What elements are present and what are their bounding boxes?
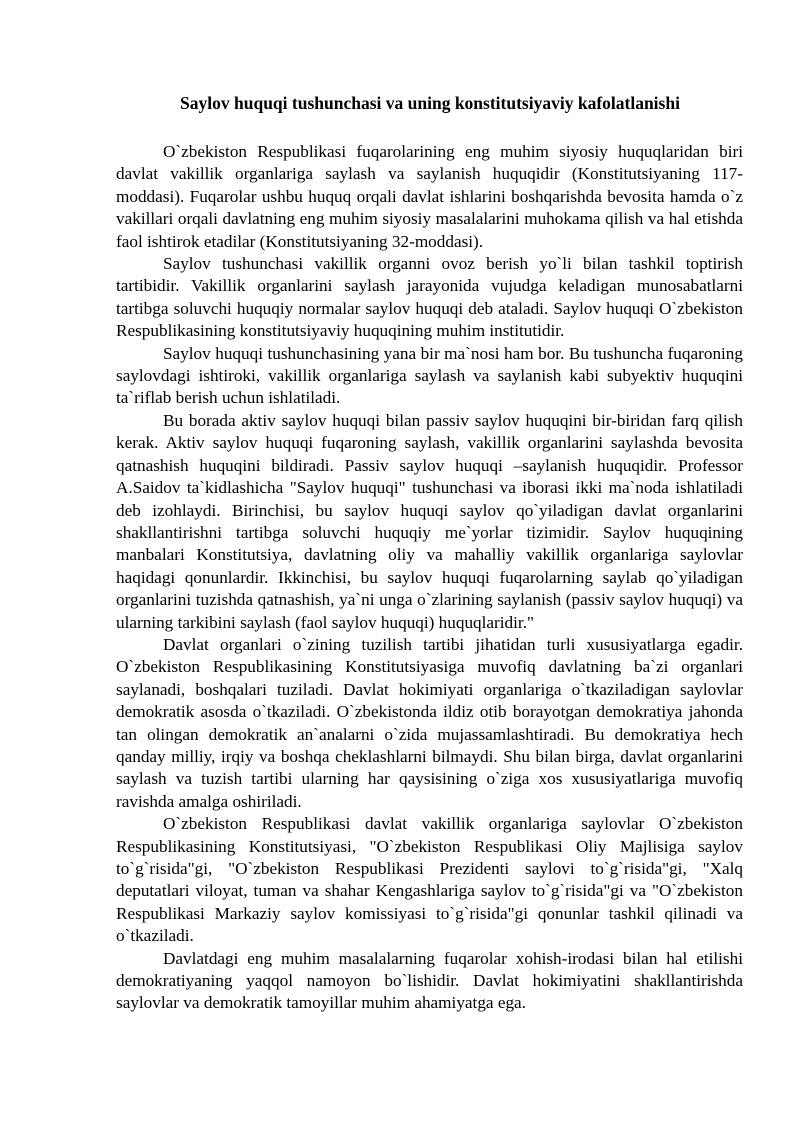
- paragraph-6: O`zbekiston Respublikasi davlat vakillik organlariga saylovlar O`zbekiston Respublikasining Konstitutsiyasi, "O`zbekiston Respublikasi Oliy Majlisiga saylov to`g`risida"gi, "O`zbekiston Respublikasi Prezidenti saylovi to`g`risida"gi, "Xalq deputatlari viloyat, tuman va shahar Kengashlariga saylov to`g`risida"gi va "O`zbekiston Respublikasi Markaziy saylov komissiyasi to`g`risida"gi qonunlar tashkil qilinadi va o`tkaziladi.: [116, 814, 743, 946]
- paragraph-5: Davlat organlari o`zining tuzilish tartibi jihatidan turli xususiyatlarga egadir. O`zbekiston Respublikasining Konstitutsiyasiga muvofiq davlatning ba`zi organlari saylanadi, boshqalari tuziladi. Davlat hokimiyati organlariga o`tkaziladigan saylovlar demokratik asosda o`tkaziladi. O`zbekistonda ildiz otib borayotgan demokratiya jahonda tan olingan demokratik an`analarni o`zida mujassamlashtiradi. Bu demokratiya hech qanday milliy, irqiy va boshqa cheklashlarni bilmaydi. Shu bilan birga, davlat organlarini saylash va tuzish tartibi ularning har qaysisining o`ziga xos xususiyatlariga muvofiq ravishda amalga oshiriladi.: [116, 634, 743, 811]
- document-body: [116, 141, 743, 1015]
- paragraph-4: Bu borada aktiv saylov huquqi bilan passiv saylov huquqini bir-biridan farq qilish kerak. Aktiv saylov huquqi fuqaroning saylash, vakillik organlarini saylashda bevosita qatnashish huquqini bildiradi. Passiv saylov huquqi –saylanish huquqidir. Professor A.Saidov ta`kidlashicha "Saylov huquqi" tushunchasi va iborasi ikki ma`noda ishlatiladi deb izohlaydi. Birinchisi, bu saylov huquqi saylov qo`yiladigan davlat organlarini shakllantirishni tartibga soluvchi huquqiy me`yorlar tizimidir. Saylov huquqining manbalari Konstitutsiya, davlatning oliy va mahalliy vakillik organlariga saylovlar haqidagi qonunlardir. Ikkinchisi, bu saylov huquqi fuqarolarning saylab qo`yiladigan organlarini tuzishda qatnashish, ya`ni unga o`zlarining saylanish (passiv saylov huquqi) va ularning tarkibini saylash (faol saylov huquqi) huquqlaridir.": [116, 410, 743, 632]
- paragraph-1: O`zbekiston Respublikasi fuqarolarining eng muhim siyosiy huquqlaridan biri davlat vakillik organlariga saylash va saylanish huquqidir (Konstitutsiyaning 117-moddasi). Fuqarolar ushbu huquq orqali davlat ishlarini boshqarishda bevosita hamda o`z vakillari orqali davlatning eng muhim siyosiy masalalarini muhokama qilish va hal etishda faol ishtirok etadilar (Konstitutsiyaning 32-moddasi).: [116, 142, 743, 251]
- paragraph-3: Saylov huquqi tushunchasining yana bir ma`nosi ham bor. Bu tushuncha fuqaroning saylovdagi ishtiroki, vakillik organlariga saylash va saylanish kabi subyektiv huquqini ta`riflab berish uchun ishlatiladi.: [116, 343, 743, 408]
- paragraph-2: Saylov tushunchasi vakillik organni ovoz berish yo`li bilan tashkil toptirish tartibidir. Vakillik organlarini saylash jarayonida vujudga keladigan munosabatlarni tartibga soluvchi huquqiy normalar saylov huquqi deb ataladi. Saylov huquqi O`zbekiston Respublikasining konstitutsiyaviy huquqining muhim institutidir.: [116, 254, 743, 341]
- document-title: Saylov huquqi tushunchasi va uning konstitutsiyaviy kafolatlanishi: [180, 93, 680, 113]
- paragraph-7: Davlatdagi eng muhim masalalarning fuqarolar xohish-irodasi bilan hal etilishi demokratiyaning yaqqol namoyon bo`lishidir. Davlat hokimiyatini shakllantirishda saylovlar va demokratik tamoyillar muhim ahamiyatga ega.: [116, 948, 743, 1013]
